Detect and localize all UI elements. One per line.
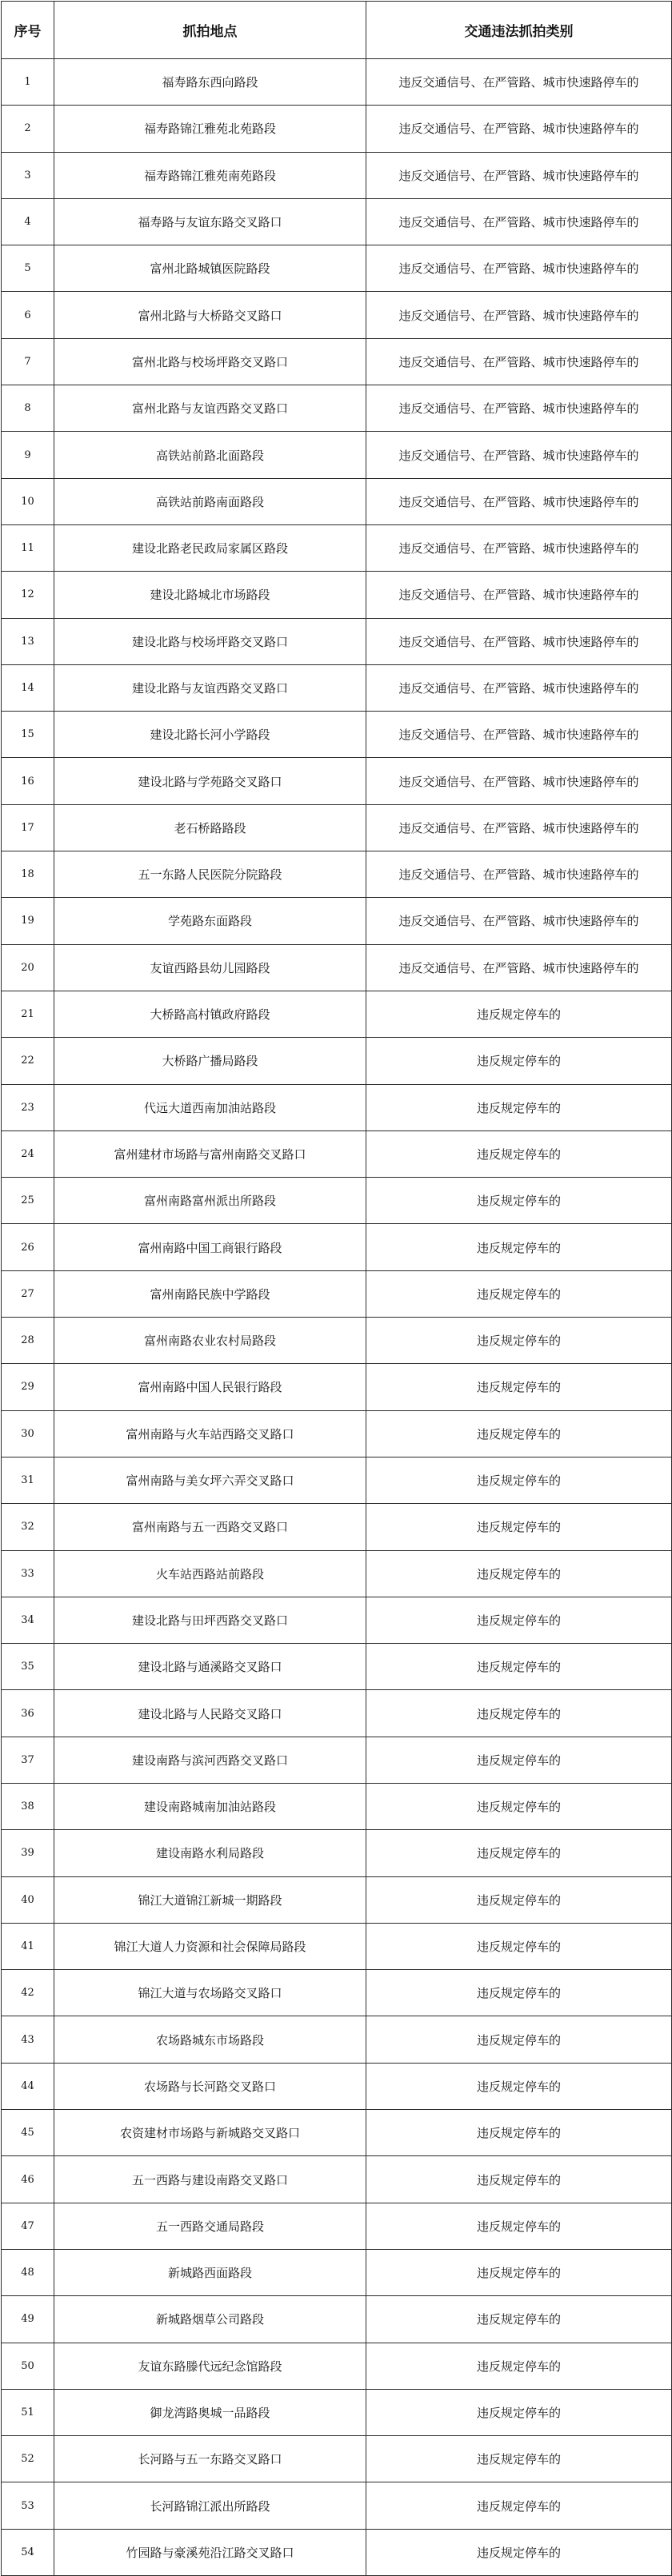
violation-category-cell: 违反规定停车的 xyxy=(366,1130,672,1177)
serial-number-cell: 6 xyxy=(2,292,54,338)
table-row xyxy=(2,245,672,292)
serial-number-cell: 29 xyxy=(2,1364,54,1410)
table-row xyxy=(2,2482,672,2529)
serial-number-cell: 2 xyxy=(2,106,54,152)
table-row xyxy=(2,2063,672,2109)
serial-number-cell: 40 xyxy=(2,1876,54,1923)
serial-number-cell: 25 xyxy=(2,1178,54,1224)
serial-number-cell: 41 xyxy=(2,1923,54,1969)
location-cell: 农场路城东市场路段 xyxy=(54,2016,366,2063)
location-cell: 福寿路锦江雅苑北苑路段 xyxy=(54,106,366,152)
location-cell: 高铁站前路南面路段 xyxy=(54,478,366,524)
serial-number-cell: 39 xyxy=(2,1830,54,1876)
table-row xyxy=(2,152,672,198)
header-location: 抓拍地点 xyxy=(54,2,366,59)
violation-category-cell: 违反规定停车的 xyxy=(366,1970,672,2016)
table-row xyxy=(2,1504,672,1550)
table-row xyxy=(2,1270,672,1317)
violation-category-cell: 违反规定停车的 xyxy=(366,2156,672,2203)
table-row xyxy=(2,1737,672,1783)
location-cell: 富州南路农业农村局路段 xyxy=(54,1318,366,1364)
violation-category-cell: 违反规定停车的 xyxy=(366,1876,672,1923)
violation-category-cell: 违反规定停车的 xyxy=(366,1224,672,1270)
violation-category-cell: 违反交通信号、在严管路、城市快速路停车的 xyxy=(366,664,672,711)
table-row xyxy=(2,2343,672,2389)
table-row xyxy=(2,1970,672,2016)
location-cell: 大桥路广播局路段 xyxy=(54,1038,366,1084)
table-row xyxy=(2,991,672,1037)
violation-category-cell: 违反规定停车的 xyxy=(366,2296,672,2343)
serial-number-cell: 1 xyxy=(2,59,54,106)
serial-number-cell: 12 xyxy=(2,572,54,618)
violation-category-cell: 违反交通信号、在严管路、城市快速路停车的 xyxy=(366,712,672,758)
table-row xyxy=(2,2296,672,2343)
location-cell: 建设南路与滨河西路交叉路口 xyxy=(54,1737,366,1783)
location-cell: 建设北路与友谊西路交叉路口 xyxy=(54,664,366,711)
location-cell: 锦江大道与农场路交叉路口 xyxy=(54,1970,366,2016)
table-row xyxy=(2,2156,672,2203)
violation-category-cell: 违反规定停车的 xyxy=(366,2343,672,2389)
violation-category-cell: 违反交通信号、在严管路、城市快速路停车的 xyxy=(366,245,672,292)
serial-number-cell: 43 xyxy=(2,2016,54,2063)
serial-number-cell: 32 xyxy=(2,1504,54,1550)
enforcement-locations-table xyxy=(1,1,672,2576)
serial-number-cell: 52 xyxy=(2,2436,54,2482)
serial-number-cell: 8 xyxy=(2,385,54,432)
location-cell: 建设北路与人民路交叉路口 xyxy=(54,1690,366,1737)
serial-number-cell: 16 xyxy=(2,758,54,804)
table-row xyxy=(2,664,672,711)
location-cell: 建设北路老民政局家属区路段 xyxy=(54,524,366,571)
location-cell: 富州建材市场路与富州南路交叉路口 xyxy=(54,1130,366,1177)
violation-category-cell: 违反规定停车的 xyxy=(366,1504,672,1550)
location-cell: 富州南路民族中学路段 xyxy=(54,1270,366,1317)
violation-category-cell: 违反规定停车的 xyxy=(366,2529,672,2575)
location-cell: 农场路与长河路交叉路口 xyxy=(54,2063,366,2109)
violation-category-cell: 违反交通信号、在严管路、城市快速路停车的 xyxy=(366,59,672,106)
violation-category-cell: 违反规定停车的 xyxy=(366,1737,672,1783)
violation-category-cell: 违反规定停车的 xyxy=(366,2016,672,2063)
violation-category-cell: 违反规定停车的 xyxy=(366,1550,672,1597)
table-row xyxy=(2,1644,672,1690)
serial-number-cell: 18 xyxy=(2,851,54,898)
violation-category-cell: 违反交通信号、在严管路、城市快速路停车的 xyxy=(366,758,672,804)
serial-number-cell: 4 xyxy=(2,198,54,245)
violation-category-cell: 违反交通信号、在严管路、城市快速路停车的 xyxy=(366,198,672,245)
location-cell: 建设北路与通溪路交叉路口 xyxy=(54,1644,366,1690)
table-row xyxy=(2,2016,672,2063)
violation-category-cell: 违反交通信号、在严管路、城市快速路停车的 xyxy=(366,152,672,198)
violation-category-cell: 违反交通信号、在严管路、城市快速路停车的 xyxy=(366,338,672,385)
serial-number-cell: 42 xyxy=(2,1970,54,2016)
location-cell: 富州南路与美女坪六弄交叉路口 xyxy=(54,1457,366,1503)
violation-category-cell: 违反交通信号、在严管路、城市快速路停车的 xyxy=(366,478,672,524)
location-cell: 竹园路与豪溪苑沿江路交叉路口 xyxy=(54,2529,366,2575)
location-cell: 富州北路与大桥路交叉路口 xyxy=(54,292,366,338)
table-row xyxy=(2,385,672,432)
table-row xyxy=(2,1130,672,1177)
table-row xyxy=(2,478,672,524)
serial-number-cell: 31 xyxy=(2,1457,54,1503)
violation-category-cell: 违反规定停车的 xyxy=(366,1457,672,1503)
violation-category-cell: 违反规定停车的 xyxy=(366,2436,672,2482)
serial-number-cell: 37 xyxy=(2,1737,54,1783)
location-cell: 学苑路东面路段 xyxy=(54,898,366,944)
location-cell: 富州北路与校场坪路交叉路口 xyxy=(54,338,366,385)
table-header-row xyxy=(2,2,672,59)
location-cell: 五一西路交通局路段 xyxy=(54,2203,366,2249)
serial-number-cell: 5 xyxy=(2,245,54,292)
serial-number-cell: 36 xyxy=(2,1690,54,1737)
violation-category-cell: 违反交通信号、在严管路、城市快速路停车的 xyxy=(366,851,672,898)
violation-category-cell: 违反规定停车的 xyxy=(366,991,672,1037)
violation-category-cell: 违反规定停车的 xyxy=(366,1178,672,1224)
table-row xyxy=(2,1597,672,1643)
table-row xyxy=(2,1783,672,1829)
location-cell: 大桥路高村镇政府路段 xyxy=(54,991,366,1037)
location-cell: 代远大道西南加油站路段 xyxy=(54,1084,366,1130)
violation-category-cell: 违反交通信号、在严管路、城市快速路停车的 xyxy=(366,292,672,338)
table-row xyxy=(2,851,672,898)
location-cell: 新城路西面路段 xyxy=(54,2249,366,2295)
serial-number-cell: 30 xyxy=(2,1410,54,1457)
table-row xyxy=(2,1224,672,1270)
table-row xyxy=(2,1410,672,1457)
serial-number-cell: 11 xyxy=(2,524,54,571)
table-row xyxy=(2,804,672,851)
table-row xyxy=(2,106,672,152)
location-cell: 福寿路东西向路段 xyxy=(54,59,366,106)
header-serial-number: 序号 xyxy=(2,2,54,59)
location-cell: 锦江大道人力资源和社会保障局路段 xyxy=(54,1923,366,1969)
table-row xyxy=(2,338,672,385)
location-cell: 建设南路水利局路段 xyxy=(54,1830,366,1876)
location-cell: 五一东路人民医院分院路段 xyxy=(54,851,366,898)
violation-category-cell: 违反规定停车的 xyxy=(366,2110,672,2156)
location-cell: 长河路与五一东路交叉路口 xyxy=(54,2436,366,2482)
table-row xyxy=(2,1550,672,1597)
violation-category-cell: 违反交通信号、在严管路、城市快速路停车的 xyxy=(366,106,672,152)
violation-category-cell: 违反交通信号、在严管路、城市快速路停车的 xyxy=(366,572,672,618)
serial-number-cell: 33 xyxy=(2,1550,54,1597)
violation-category-cell: 违反规定停车的 xyxy=(366,1830,672,1876)
table-row xyxy=(2,2203,672,2249)
serial-number-cell: 34 xyxy=(2,1597,54,1643)
location-cell: 福寿路锦江雅苑南苑路段 xyxy=(54,152,366,198)
location-cell: 火车站西路站前路段 xyxy=(54,1550,366,1597)
location-cell: 富州北路城镇医院路段 xyxy=(54,245,366,292)
table-row xyxy=(2,944,672,991)
location-cell: 富州南路富州派出所路段 xyxy=(54,1178,366,1224)
table-row xyxy=(2,1178,672,1224)
serial-number-cell: 9 xyxy=(2,432,54,478)
violation-category-cell: 违反规定停车的 xyxy=(366,1364,672,1410)
table-row xyxy=(2,2389,672,2435)
serial-number-cell: 20 xyxy=(2,944,54,991)
violation-category-cell: 违反交通信号、在严管路、城市快速路停车的 xyxy=(366,804,672,851)
table-row xyxy=(2,524,672,571)
table-row xyxy=(2,432,672,478)
violation-category-cell: 违反交通信号、在严管路、城市快速路停车的 xyxy=(366,385,672,432)
location-cell: 建设北路长河小学路段 xyxy=(54,712,366,758)
violation-category-cell: 违反规定停车的 xyxy=(366,1084,672,1130)
violation-category-cell: 违反规定停车的 xyxy=(366,1644,672,1690)
violation-category-cell: 违反规定停车的 xyxy=(366,1270,672,1317)
table-row xyxy=(2,2249,672,2295)
table-row xyxy=(2,1318,672,1364)
location-cell: 长河路锦江派出所路段 xyxy=(54,2482,366,2529)
location-cell: 新城路烟草公司路段 xyxy=(54,2296,366,2343)
table-row xyxy=(2,1038,672,1084)
location-cell: 建设北路与田坪西路交叉路口 xyxy=(54,1597,366,1643)
table-row xyxy=(2,292,672,338)
location-cell: 建设南路城南加油站路段 xyxy=(54,1783,366,1829)
table-body xyxy=(2,59,672,2576)
table-row xyxy=(2,1457,672,1503)
serial-number-cell: 23 xyxy=(2,1084,54,1130)
location-cell: 农资建材市场路与新城路交叉路口 xyxy=(54,2110,366,2156)
location-cell: 五一西路与建设南路交叉路口 xyxy=(54,2156,366,2203)
serial-number-cell: 35 xyxy=(2,1644,54,1690)
serial-number-cell: 7 xyxy=(2,338,54,385)
serial-number-cell: 28 xyxy=(2,1318,54,1364)
serial-number-cell: 3 xyxy=(2,152,54,198)
serial-number-cell: 51 xyxy=(2,2389,54,2435)
serial-number-cell: 54 xyxy=(2,2529,54,2575)
serial-number-cell: 14 xyxy=(2,664,54,711)
serial-number-cell: 27 xyxy=(2,1270,54,1317)
header-violation-category: 交通违法抓拍类别 xyxy=(366,2,672,59)
location-cell: 富州北路与友谊西路交叉路口 xyxy=(54,385,366,432)
serial-number-cell: 53 xyxy=(2,2482,54,2529)
serial-number-cell: 44 xyxy=(2,2063,54,2109)
location-cell: 富州南路中国工商银行路段 xyxy=(54,1224,366,1270)
violation-category-cell: 违反规定停车的 xyxy=(366,2482,672,2529)
serial-number-cell: 45 xyxy=(2,2110,54,2156)
table-row xyxy=(2,2110,672,2156)
violation-category-cell: 违反交通信号、在严管路、城市快速路停车的 xyxy=(366,898,672,944)
location-cell: 建设北路城北市场路段 xyxy=(54,572,366,618)
violation-category-cell: 违反交通信号、在严管路、城市快速路停车的 xyxy=(366,944,672,991)
violation-category-cell: 违反交通信号、在严管路、城市快速路停车的 xyxy=(366,618,672,664)
violation-category-cell: 违反规定停车的 xyxy=(366,2389,672,2435)
serial-number-cell: 22 xyxy=(2,1038,54,1084)
violation-category-cell: 违反规定停车的 xyxy=(366,2063,672,2109)
table-row xyxy=(2,2529,672,2575)
table-row xyxy=(2,198,672,245)
table-row xyxy=(2,1084,672,1130)
serial-number-cell: 24 xyxy=(2,1130,54,1177)
location-cell: 御龙湾路奥城一品路段 xyxy=(54,2389,366,2435)
serial-number-cell: 17 xyxy=(2,804,54,851)
serial-number-cell: 48 xyxy=(2,2249,54,2295)
table-row xyxy=(2,1690,672,1737)
location-cell: 高铁站前路北面路段 xyxy=(54,432,366,478)
location-cell: 富州南路与火车站西路交叉路口 xyxy=(54,1410,366,1457)
table-row xyxy=(2,898,672,944)
location-cell: 建设北路与校场坪路交叉路口 xyxy=(54,618,366,664)
table-row xyxy=(2,1830,672,1876)
serial-number-cell: 13 xyxy=(2,618,54,664)
serial-number-cell: 26 xyxy=(2,1224,54,1270)
violation-category-cell: 违反规定停车的 xyxy=(366,1410,672,1457)
violation-category-cell: 违反规定停车的 xyxy=(366,1783,672,1829)
table-row xyxy=(2,712,672,758)
violation-category-cell: 违反规定停车的 xyxy=(366,1923,672,1969)
violation-category-cell: 违反规定停车的 xyxy=(366,1038,672,1084)
location-cell: 建设北路与学苑路交叉路口 xyxy=(54,758,366,804)
table-row xyxy=(2,1876,672,1923)
table-row xyxy=(2,1923,672,1969)
serial-number-cell: 21 xyxy=(2,991,54,1037)
table-row xyxy=(2,59,672,106)
serial-number-cell: 50 xyxy=(2,2343,54,2389)
violation-category-cell: 违反规定停车的 xyxy=(366,1690,672,1737)
location-cell: 富州南路中国人民银行路段 xyxy=(54,1364,366,1410)
serial-number-cell: 10 xyxy=(2,478,54,524)
violation-category-cell: 违反交通信号、在严管路、城市快速路停车的 xyxy=(366,524,672,571)
table-row xyxy=(2,2436,672,2482)
location-cell: 富州南路与五一西路交叉路口 xyxy=(54,1504,366,1550)
serial-number-cell: 38 xyxy=(2,1783,54,1829)
table-row xyxy=(2,758,672,804)
location-cell: 友谊东路滕代远纪念馆路段 xyxy=(54,2343,366,2389)
location-cell: 福寿路与友谊东路交叉路口 xyxy=(54,198,366,245)
violation-category-cell: 违反规定停车的 xyxy=(366,1597,672,1643)
violation-category-cell: 违反交通信号、在严管路、城市快速路停车的 xyxy=(366,432,672,478)
table-row xyxy=(2,618,672,664)
serial-number-cell: 19 xyxy=(2,898,54,944)
serial-number-cell: 46 xyxy=(2,2156,54,2203)
violation-category-cell: 违反规定停车的 xyxy=(366,2249,672,2295)
table-row xyxy=(2,1364,672,1410)
location-cell: 老石桥路路段 xyxy=(54,804,366,851)
violation-category-cell: 违反规定停车的 xyxy=(366,1318,672,1364)
location-cell: 锦江大道锦江新城一期路段 xyxy=(54,1876,366,1923)
serial-number-cell: 49 xyxy=(2,2296,54,2343)
table-row xyxy=(2,572,672,618)
violation-category-cell: 违反规定停车的 xyxy=(366,2203,672,2249)
location-cell: 友谊西路县幼儿园路段 xyxy=(54,944,366,991)
serial-number-cell: 47 xyxy=(2,2203,54,2249)
serial-number-cell: 15 xyxy=(2,712,54,758)
